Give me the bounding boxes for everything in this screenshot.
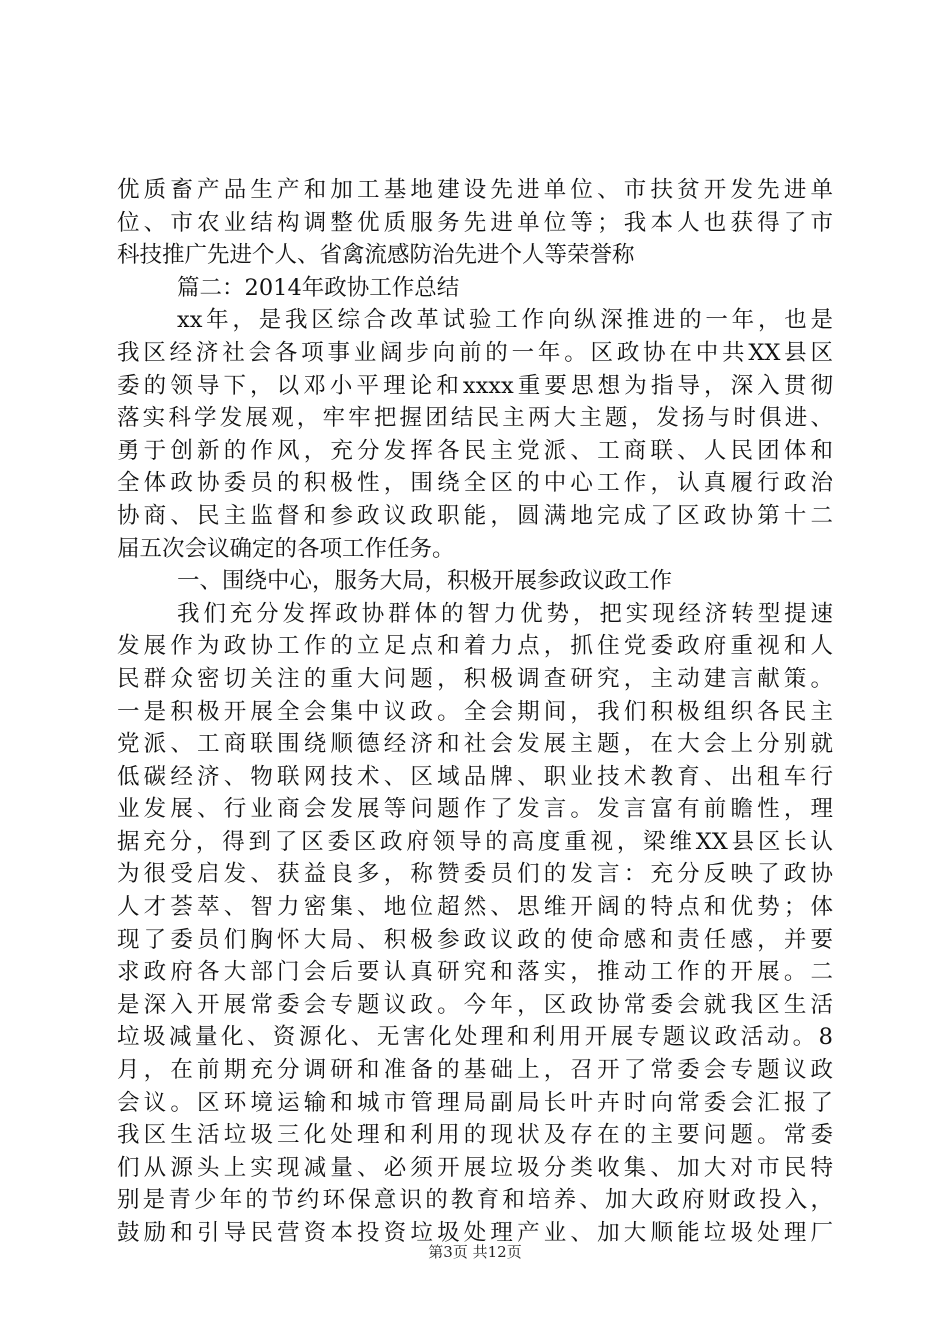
- section-heading: 篇二：2014年政协工作总结: [177, 274, 460, 301]
- text-line: 是深入开展常委会专题议政。今年，区政协常委会就我区生活: [117, 991, 833, 1018]
- text-line: 求政府各大部门会后要认真研究和落实，推动工作的开展。二: [117, 959, 833, 986]
- text-line: 民群众密切关注的重大问题，积极调查研究，主动建言献策。: [117, 665, 833, 692]
- text-line: 协商、民主监督和参政议政职能，圆满地完成了区政协第十二: [117, 502, 833, 529]
- text-line: 委的领导下，以邓小平理论和xxxx重要思想为指导，深入贯彻: [117, 372, 833, 399]
- text-line: 我区生活垃圾三化处理和利用的现状及存在的主要问题。常委: [117, 1122, 833, 1149]
- text-line: 们从源头上实现减量、必须开展垃圾分类收集、加大对市民特: [117, 1154, 833, 1181]
- body-text: [117, 174, 833, 1250]
- text-line: 科技推广先进个人、省禽流感防治先进个人等荣誉称: [117, 242, 635, 269]
- text-line: 优质畜产品生产和加工基地建设先进单位、市扶贫开发先进单: [117, 177, 833, 203]
- text-line: 月，在前期充分调研和准备的基础上，召开了常委会专题议政: [117, 1057, 833, 1084]
- text-line: 垃圾减量化、资源化、无害化处理和利用开展专题议政活动。8: [117, 1024, 833, 1051]
- text-line: 为很受启发、获益良多，称赞委员们的发言：充分反映了政协: [117, 861, 833, 888]
- text-line: 届五次会议确定的各项工作任务。: [117, 535, 455, 562]
- page-number-footer: 第3页 共12页: [428, 1243, 522, 1261]
- text-line: 位、市农业结构调整优质服务先进单位等；我本人也获得了市: [117, 209, 833, 236]
- text-line: 别是青少年的节约环保意识的教育和培养、加大政府财政投入，: [117, 1187, 833, 1214]
- text-line: 落实科学发展观，牢牢把握团结民主两大主题，发扬与时俱进、: [117, 405, 833, 432]
- text-line: 业发展、行业商会发展等问题作了发言。发言富有前瞻性，理: [117, 796, 833, 823]
- paragraph-start-line: xx年，是我区综合改革试验工作向纵深推进的一年，也是: [177, 307, 833, 334]
- text-line: 现了委员们胸怀大局、积极参政议政的使命感和责任感，并要: [117, 926, 833, 953]
- paragraph-start-line: 我们充分发挥政协群体的智力优势，把实现经济转型提速: [177, 600, 833, 627]
- text-line: 会议。区环境运输和城市管理局副局长叶卉时向常委会汇报了: [117, 1089, 833, 1116]
- text-line: 鼓励和引导民营资本投资垃圾处理产业、加大顺能垃圾处理厂: [117, 1220, 833, 1246]
- text-line: 全体政协委员的积极性，围绕全区的中心工作，认真履行政治: [117, 470, 833, 497]
- text-line: 一是积极开展全会集中议政。全会期间，我们积极组织各民主: [117, 698, 833, 725]
- text-line: 党派、工商联围绕顺德经济和社会发展主题，在大会上分别就: [117, 731, 833, 758]
- text-line: 我区经济社会各项事业阔步向前的一年。区政协在中共XX县区: [117, 339, 833, 366]
- text-line: 勇于创新的作风，充分发挥各民主党派、工商联、人民团体和: [117, 437, 833, 464]
- text-line: 低碳经济、物联网技术、区域品牌、职业技术教育、出租车行: [117, 763, 833, 790]
- text-line: 据充分，得到了区委区政府领导的高度重视，梁维XX县区长认: [117, 828, 833, 855]
- subsection-heading: 一、围绕中心，服务大局，积极开展参政议政工作: [177, 568, 673, 595]
- text-line: 发展作为政协工作的立足点和着力点，抓住党委政府重视和人: [117, 633, 833, 660]
- text-line: 人才荟萃、智力密集、地位超然、思维开阔的特点和优势；体: [117, 894, 833, 921]
